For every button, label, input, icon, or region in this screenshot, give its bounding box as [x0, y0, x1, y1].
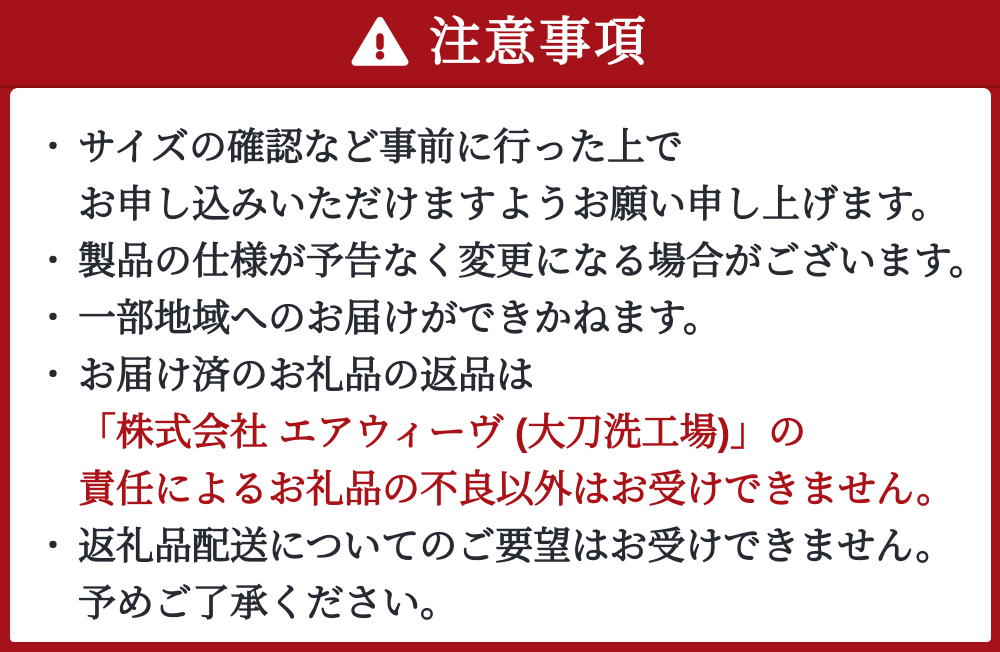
note-line-continuation — [10, 571, 991, 628]
note-line — [10, 286, 991, 343]
notice-title: 注意事項 — [428, 13, 649, 72]
note-line — [10, 514, 991, 571]
note-line-continuation-highlight — [10, 457, 991, 514]
note-text: 返礼品配送についてのご要望はお受けできません。 — [78, 526, 954, 568]
note-line — [10, 229, 991, 286]
bullet-marker: ・ — [36, 128, 70, 166]
note-line-continuation — [10, 172, 991, 229]
note-text: 製品の仕様が予告なく変更になる場合がございます。 — [78, 241, 987, 283]
notice-body — [10, 88, 991, 642]
note-line-continuation-highlight — [10, 400, 991, 457]
note-line — [10, 115, 991, 172]
note-text-highlight: 責任によるお礼品の不良以外はお受けできません。 — [78, 469, 955, 511]
bullet-marker: ・ — [36, 356, 70, 394]
note-text: お届け済のお礼品の返品は — [78, 355, 535, 397]
warning-icon — [351, 16, 409, 70]
note-text-highlight: 「株式会社 エアウィーヴ (大刀洗工場)」の — [78, 412, 807, 454]
note-line — [10, 343, 991, 400]
bullet-marker: ・ — [36, 527, 70, 565]
notice-header — [0, 0, 1000, 88]
bullet-marker: ・ — [36, 242, 70, 280]
bullet-marker: ・ — [36, 299, 70, 337]
note-text: 予めご了承ください。 — [78, 583, 459, 625]
note-text: 一部地域へのお届けができかねます。 — [78, 298, 721, 340]
note-text: お申し込みいただけますようお願い申し上げます。 — [78, 184, 949, 226]
note-text: サイズの確認など事前に行った上で — [78, 127, 683, 169]
